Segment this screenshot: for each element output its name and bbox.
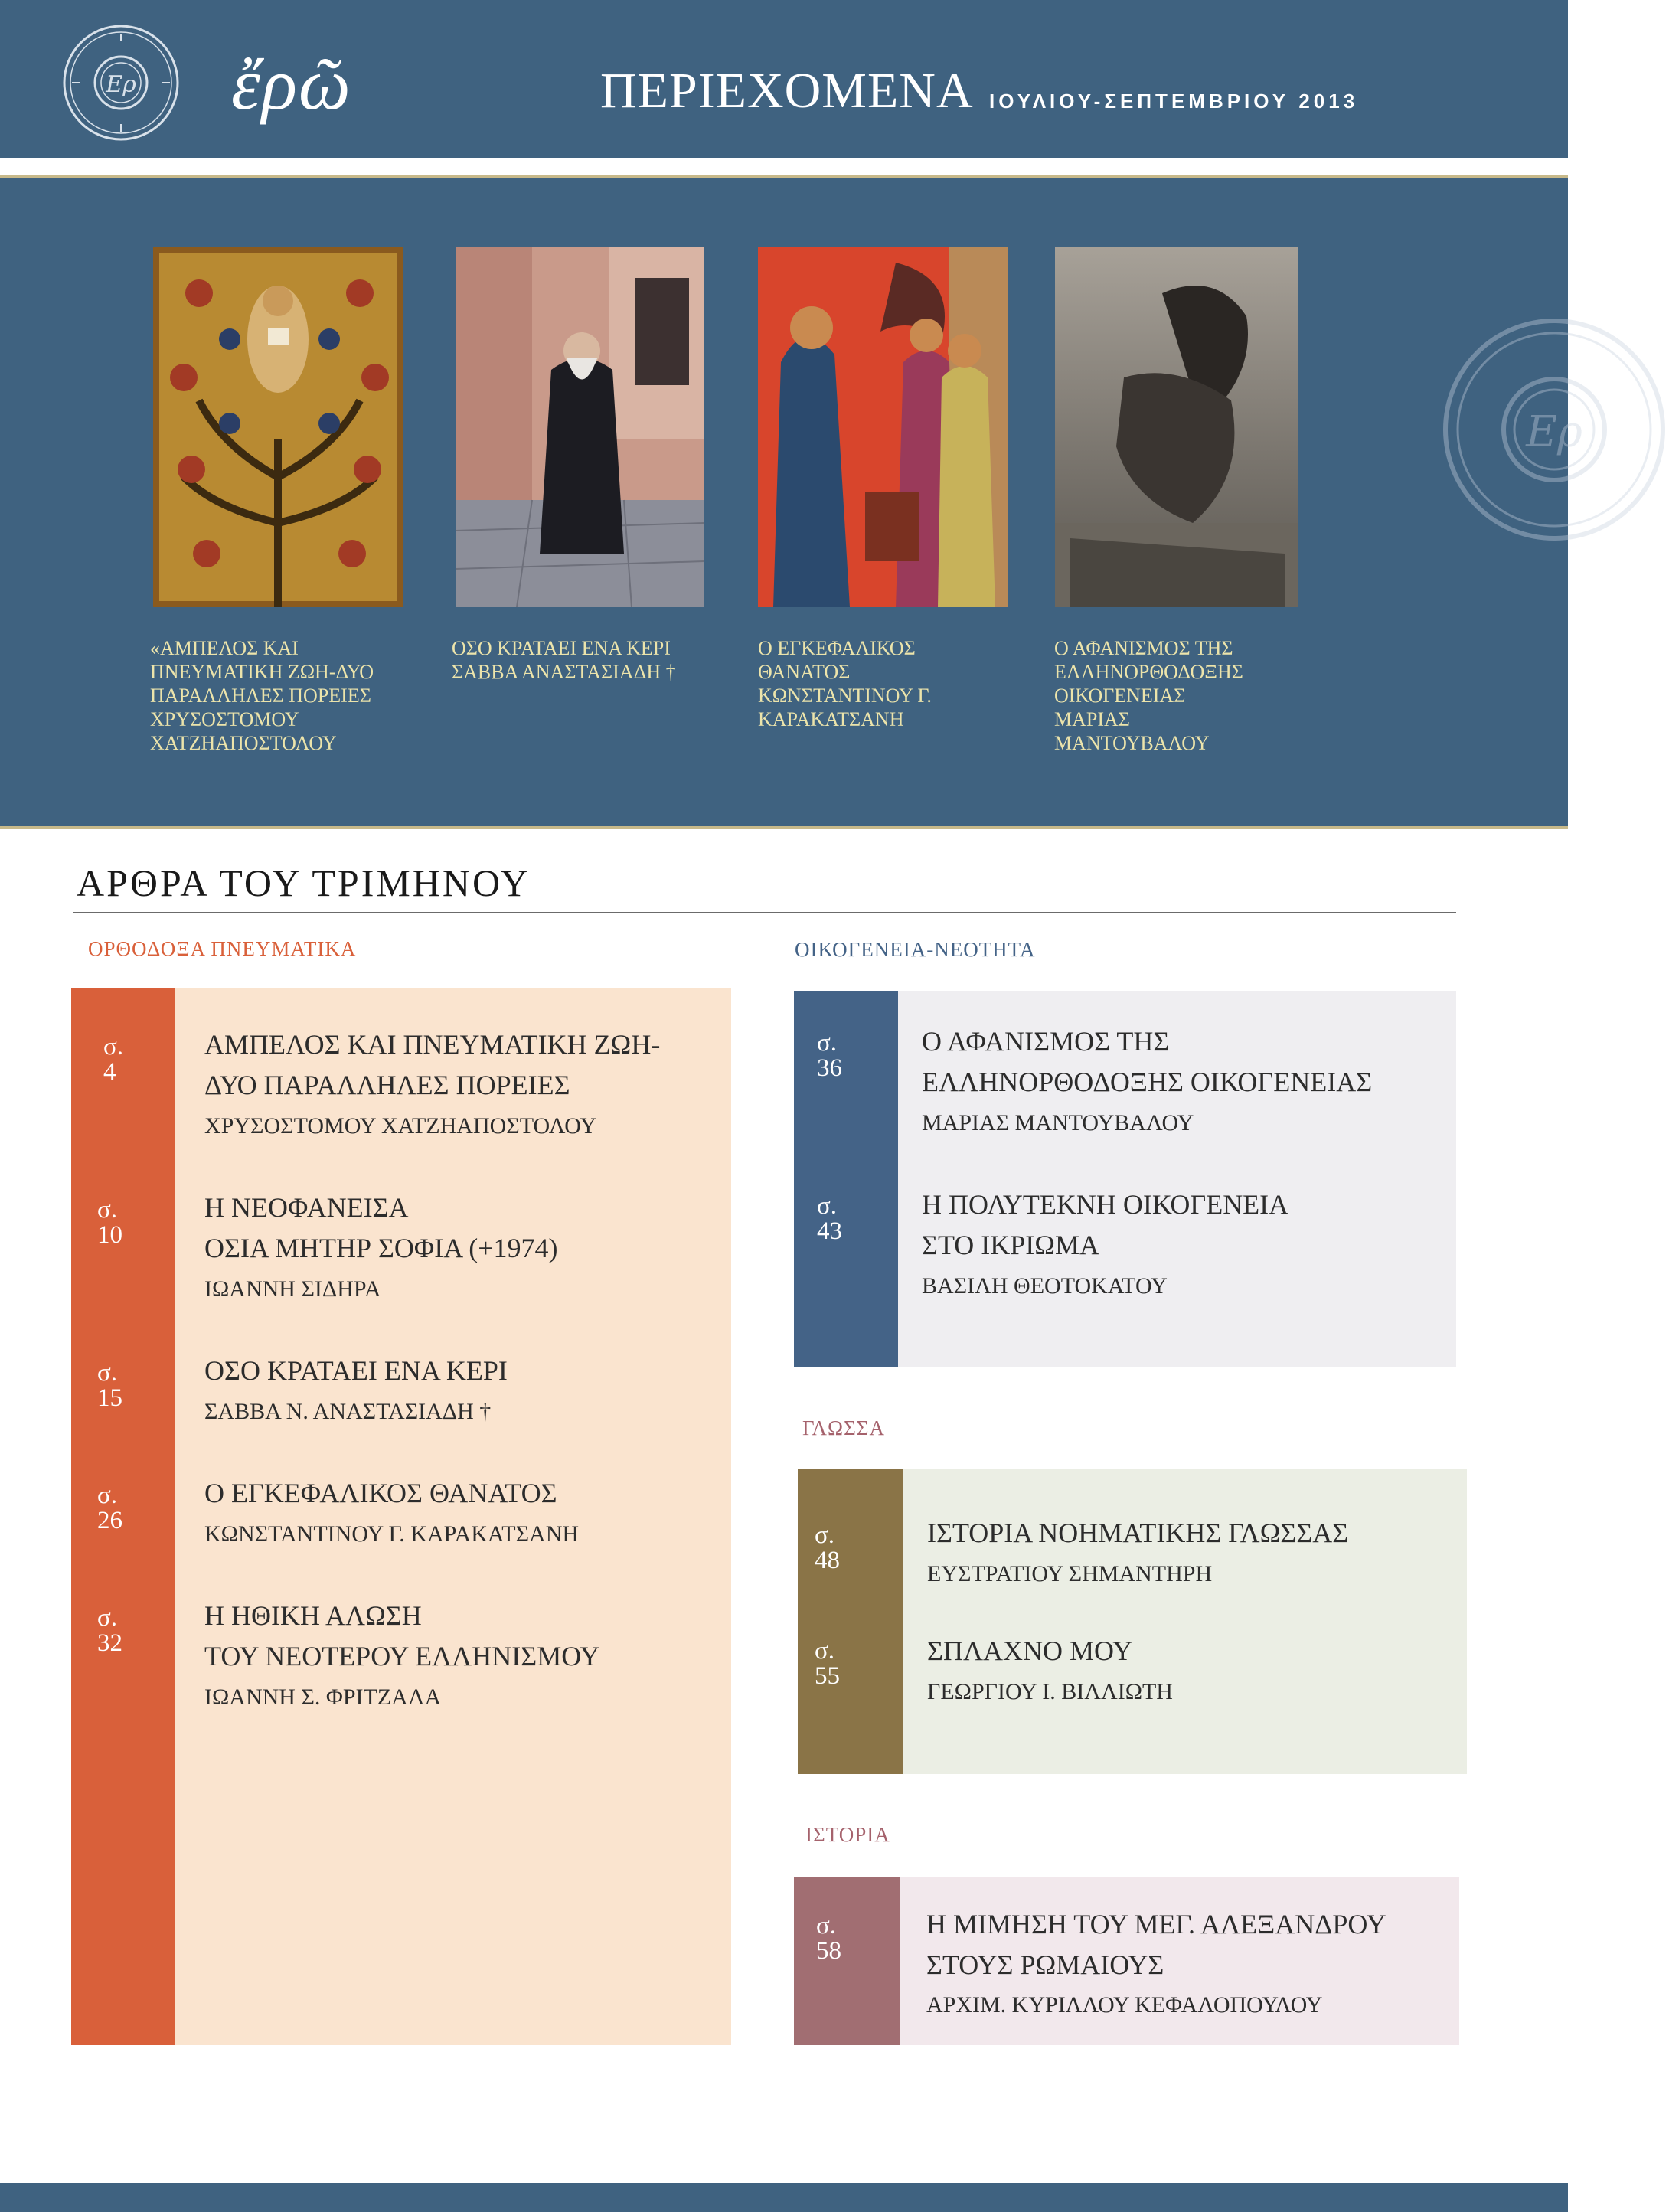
article-author: ΚΩΝΣΤΑΝΤΙΝΟΥ Γ. ΚΑΡΑΚΑΤΣΑΝΗ xyxy=(204,1521,580,1547)
article-author: ΣΑΒΒΑ Ν. ΑΝΑΣΤΑΣΙΑΔΗ † xyxy=(204,1399,492,1424)
issue-date: ΙΟΥΛΙΟΥ-ΣΕΠΤΕΜΒΡΙΟΥ 2013 xyxy=(989,90,1359,113)
featured-image-monk-icon[interactable] xyxy=(456,247,704,607)
article-author: ΑΡΧΙΜ. ΚΥΡΙΛΛΟΥ ΚΕΦΑΛΟΠΟΥΛΟΥ xyxy=(926,1992,1323,2018)
article-title: Η ΗΘΙΚΗ ΑΛΩΣΗ ΤΟΥ ΝΕΟΤΕΡΟΥ ΕΛΛΗΝΙΣΜΟΥ xyxy=(204,1600,600,1671)
panel-strip xyxy=(71,988,175,2045)
article-title: Η ΜΙΜΗΣΗ ΤΟΥ ΜΕΓ. ΑΛΕΞΑΝΔΡΟΥ ΣΤΟΥΣ ΡΩΜΑΙΟΥΣ xyxy=(926,1909,1386,1980)
article-title: Ο ΑΦΑΝΙΣΜΟΣ ΤΗΣ ΕΛΛΗΝΟΡΘΟΔΟΞΗΣ ΟΙΚΟΓΕΝΕΙΑΣ xyxy=(922,1026,1373,1097)
featured-caption-2[interactable]: ΟΣΟ ΚΡΑΤΑΕΙ ΕΝΑ ΚΕΡΙ ΣΑΒΒΑ ΑΝΑΣΤΑΣΙΑΔΗ † xyxy=(452,637,676,683)
panel-glossa xyxy=(798,1469,1467,1774)
header-bar xyxy=(0,0,1568,158)
watermark-seal-icon xyxy=(1439,315,1669,544)
page-number: σ. 55 xyxy=(815,1637,840,1690)
category-label-orthodoxa: ΟΡΘΟΔΟΞΑ ΠΝΕΥΜΑΤΙΚΑ xyxy=(88,937,357,960)
category-label-istoria: ΙΣΤΟΡΙΑ xyxy=(805,1823,890,1846)
panel-istoria xyxy=(794,1877,1459,2045)
title-divider xyxy=(73,912,1456,913)
page-title: ΠΕΡΙΕΧΟΜΕΝΑ xyxy=(600,63,974,119)
magazine-logo: ἔρῶ xyxy=(231,43,352,125)
panel-strip xyxy=(798,1469,903,1774)
featured-caption-4[interactable]: Ο ΑΦΑΝΙΣΜΟΣ ΤΗΣ ΕΛΛΗΝΟΡΘΟΔΟΞΗΣ ΟΙΚΟΓΕΝΕΙΑΣ ΜΑΡΙΑΣ ΜΑΝΤΟΥΒΑΛΟΥ xyxy=(1054,637,1243,754)
article-title: Η ΠΟΛΥΤΕΚΝΗ ΟΙΚΟΓΕΝΕΙΑ ΣΤΟ ΙΚΡΙΩΜΑ xyxy=(922,1189,1289,1260)
page-number: σ. 58 xyxy=(816,1912,841,1965)
featured-image-icon-red[interactable] xyxy=(758,247,1008,607)
featured-image-vine-icon[interactable] xyxy=(153,247,403,607)
article-author: ΜΑΡΙΑΣ ΜΑΝΤΟΥΒΑΛΟΥ xyxy=(922,1110,1194,1135)
featured-band xyxy=(0,175,1582,829)
seal-logo-icon xyxy=(61,23,181,142)
article-title: Η ΝΕΟΦΑΝΕΙΣΑ ΟΣΙΑ ΜΗΤΗΡ ΣΟΦΙΑ (+1974) xyxy=(204,1192,558,1263)
featured-image-sepia-photo[interactable] xyxy=(1055,247,1298,607)
article-title: ΙΣΤΟΡΙΑ ΝΟΗΜΑΤΙΚΗΣ ΓΛΩΣΣΑΣ xyxy=(927,1518,1349,1548)
article-author: ΒΑΣΙΛΗ ΘΕΟΤΟΚΑΤΟΥ xyxy=(922,1273,1168,1299)
svg-text:Ερ: Ερ xyxy=(1526,407,1582,457)
page-number: σ. 26 xyxy=(97,1482,122,1534)
page-number: σ. 4 xyxy=(103,1033,124,1086)
page-number: σ. 43 xyxy=(817,1192,842,1245)
article-title: ΟΣΟ ΚΡΑΤΑΕΙ ΕΝΑ ΚΕΡΙ xyxy=(204,1355,508,1386)
svg-text:Ερ: Ερ xyxy=(106,71,136,98)
article-author: ΙΩΑΝΝΗ Σ. ΦΡΙΤΖΑΛΑ xyxy=(204,1684,442,1710)
featured-caption-1[interactable]: «ΑΜΠΕΛΟΣ ΚΑΙ ΠΝΕΥΜΑΤΙΚΗ ΖΩΗ-ΔΥΟ ΠΑΡΑΛΛΗΛΕΣ ΠΟΡΕΙΕΣ ΧΡΥΣΟΣΤΟΜΟΥ ΧΑΤΖΗΑΠΟΣΤΟΛΟΥ xyxy=(150,637,374,754)
section-title: ΑΡΘΡΑ ΤΟΥ ΤΡΙΜΗΝΟΥ xyxy=(77,861,531,904)
panel-strip xyxy=(794,1877,900,2045)
panel-orthodoxa xyxy=(71,988,731,2045)
article-title: ΑΜΠΕΛΟΣ ΚΑΙ ΠΝΕΥΜΑΤΙΚΗ ΖΩΗ- ΔΥΟ ΠΑΡΑΛΛΗΛΕΣ ΠΟΡΕΙΕΣ xyxy=(204,1029,661,1100)
category-label-oikogeneia: ΟΙΚΟΓΕΝΕΙΑ-ΝΕΟΤΗΤΑ xyxy=(795,938,1036,961)
category-label-glossa: ΓΛΩΣΣΑ xyxy=(802,1416,886,1439)
page-number: σ. 32 xyxy=(97,1604,122,1657)
article-title: Ο ΕΓΚΕΦΑΛΙΚΟΣ ΘΑΝΑΤΟΣ xyxy=(204,1478,557,1508)
footer-bar xyxy=(0,2183,1568,2212)
article-author: ΙΩΑΝΝΗ ΣΙΔΗΡΑ xyxy=(204,1276,381,1302)
page-number: σ. 10 xyxy=(97,1196,122,1249)
page-number: σ. 15 xyxy=(97,1359,122,1412)
panel-strip xyxy=(794,991,898,1367)
article-author: ΓΕΩΡΓΙΟΥ Ι. ΒΙΛΛΙΩΤΗ xyxy=(927,1679,1173,1704)
article-author: ΧΡΥΣΟΣΤΟΜΟΥ ΧΑΤΖΗΑΠΟΣΤΟΛΟΥ xyxy=(204,1113,597,1139)
featured-caption-3[interactable]: Ο ΕΓΚΕΦΑΛΙΚΟΣ ΘΑΝΑΤΟΣ ΚΩΝΣΤΑΝΤΙΝΟΥ Γ. ΚΑΡΑΚΑΤΣΑΝΗ xyxy=(758,637,932,730)
article-title: ΣΠΛΑΧΝΟ ΜΟΥ xyxy=(927,1635,1133,1666)
panel-oikogeneia xyxy=(794,991,1456,1367)
article-author: ΕΥΣΤΡΑΤΙΟΥ ΣΗΜΑΝΤΗΡΗ xyxy=(927,1561,1213,1586)
page-number: σ. 36 xyxy=(817,1029,842,1082)
page-number: σ. 48 xyxy=(815,1521,840,1574)
